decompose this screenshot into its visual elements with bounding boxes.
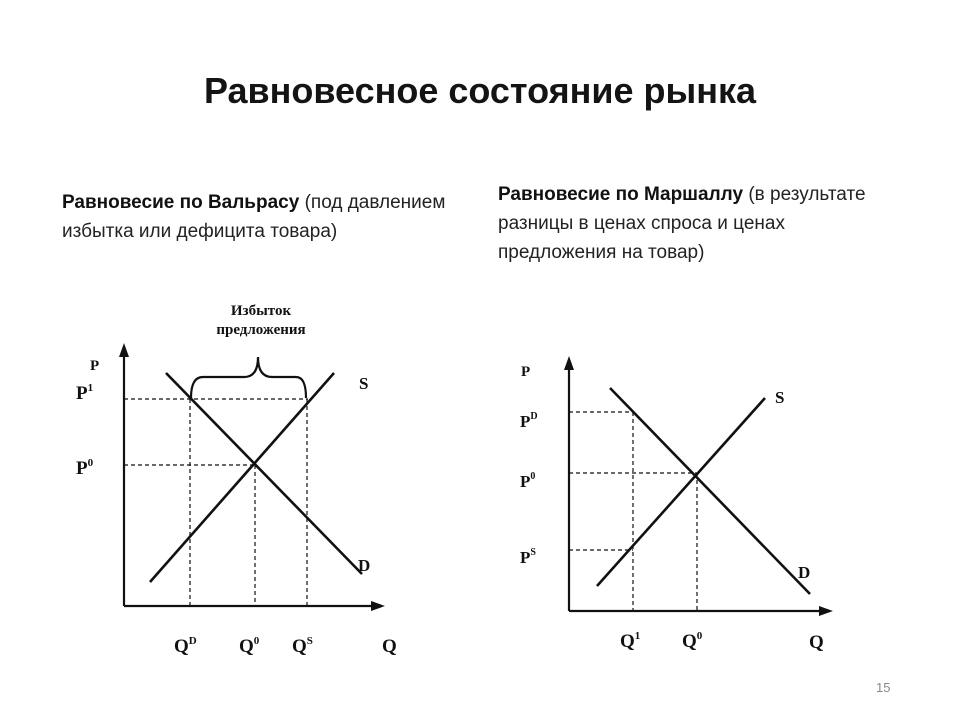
marshall-pd-label: $P^D$ bbox=[520, 411, 538, 431]
slide-title: Равновесное состояние рынка bbox=[203, 70, 757, 111]
brace-label-line1: Избыток bbox=[230, 303, 292, 319]
walras-x-arrow bbox=[371, 601, 385, 611]
marshall-q1-label: $Q^1$ bbox=[620, 630, 641, 652]
marshall-x-axis-label: Q bbox=[809, 632, 824, 653]
marshall-q0-label: $Q^0$ bbox=[682, 630, 703, 652]
marshall-demand-label: D bbox=[798, 563, 811, 582]
marshall-y-arrow bbox=[564, 356, 574, 370]
walras-demand-label: D bbox=[358, 556, 371, 575]
walras-p1-label: $P^1$ bbox=[76, 382, 94, 404]
walras-qd-label: $Q^D$ bbox=[174, 635, 197, 657]
walras-diagram bbox=[76, 303, 397, 657]
marshall-supply-label: S bbox=[775, 388, 785, 407]
excess-supply-brace bbox=[191, 357, 306, 398]
marshall-demand-curve bbox=[610, 388, 810, 594]
walras-q0-label: $Q^0$ bbox=[239, 635, 260, 657]
walras-qs-label: $Q^S$ bbox=[292, 635, 313, 657]
walras-y-axis-label: P bbox=[90, 358, 100, 374]
marshall-text: (в результате разницы в ценах спроса и ценах предложения на товар) bbox=[498, 184, 866, 263]
walras-p0-label: $P^0$ bbox=[76, 457, 94, 479]
walras-supply-label: S bbox=[359, 374, 369, 393]
marshall-x-arrow bbox=[819, 606, 833, 616]
marshall-p0-label: $P^0$ bbox=[520, 471, 536, 491]
walras-text: (под давлением избытка или дефицита товара) bbox=[62, 192, 446, 242]
page-number: 15 bbox=[876, 680, 891, 695]
marshall-ps-label: $P^S$ bbox=[520, 547, 536, 567]
walras-demand-curve bbox=[166, 373, 362, 574]
walras-heading: Равновесие по Вальрасу bbox=[62, 192, 300, 213]
marshall-heading: Равновесие по Маршаллу bbox=[498, 184, 744, 205]
marshall-diagram bbox=[520, 356, 833, 653]
brace-label-line2: предложения bbox=[216, 322, 306, 338]
marshall-y-axis-label: P bbox=[521, 364, 531, 380]
walras-x-axis-label: Q bbox=[382, 636, 397, 657]
marshall-supply-curve bbox=[597, 398, 765, 586]
walras-y-arrow bbox=[119, 343, 129, 357]
